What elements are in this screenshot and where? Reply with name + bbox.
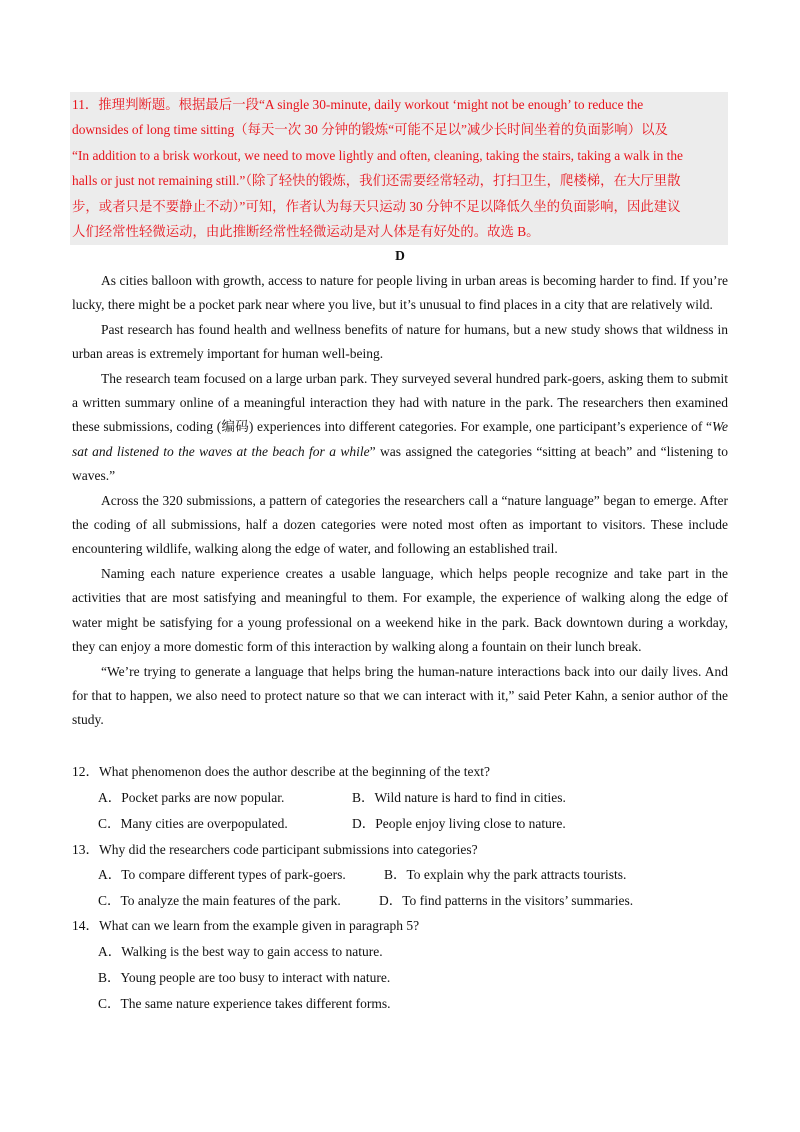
question-12-stem: 12．What phenomenon does the author describe at the beginning of the text?: [72, 764, 490, 779]
answer-line: downsides of long time sitting（每天一次 30 分钟的锻炼“可能不足以”减少长时间坐着的负面影响）以及: [72, 122, 668, 138]
quoted-experience: We sat and listened to the waves at the beach for a while: [72, 419, 728, 459]
answer-line: 步，或者只是不要静止不动）”可知，作者认为每天只运动 30 分钟不足以降低久坐的负面影响，因此建议: [72, 198, 681, 214]
passage-paragraph-1: As cities balloon with growth, access to nature for people living in urban areas is becoming harder to find. If you’re lucky, there might be a pocket park near where you live, but it’s unusual to find places in a city that are relatively wild.: [72, 273, 728, 313]
question-12-option-d: D．People enjoy living close to nature.: [352, 816, 566, 831]
paragraph-text: The research team focused on a large urban park. They surveyed several hundred park-goers, asking them to submit a written summary online of a meaningful interaction they had with nature in the park. The researchers then examined these submissions, coding (编码) experiences into different categories. For example, one participant’s experience of “: [72, 370, 728, 435]
question-13-option-a: A．To compare different types of park-goers.: [98, 867, 346, 882]
passage-paragraph-2: Past research has found health and wellness benefits of nature for humans, but a new study shows that wildness in urban areas is extremely important for human well-being.: [72, 321, 728, 362]
question-14-option-a: A．Walking is the best way to gain access to nature.: [98, 944, 383, 959]
question-14-option-b: B．Young people are too busy to interact with nature.: [98, 970, 391, 985]
question-14-stem: 14．What can we learn from the example given in paragraph 5?: [72, 918, 420, 933]
paragraph-text: ” was assigned the categories “sitting at beach” and “listening to waves.”: [72, 443, 728, 484]
question-13-option-b: B．To explain why the park attracts tourists.: [384, 867, 627, 882]
question-13-option-c: C．To analyze the main features of the park.: [98, 893, 341, 908]
answer-line: “In addition to a brisk workout, we need to move lightly and often, cleaning, taking the stairs, taking a walk in the: [72, 147, 683, 163]
answer-explanation-box: [70, 92, 728, 245]
question-14-option-c: C．The same nature experience takes different forms.: [98, 996, 391, 1011]
reading-passage: [72, 269, 728, 733]
passage-paragraph-3: [72, 367, 728, 489]
passage-paragraph-4: Across the 320 submissions, a pattern of categories the researchers call a “nature language” began to emerge. After the coding of all submissions, half a dozen categories were noted most often as important to visitors. These include encountering wildlife, walking along the edge of water, and following an established trail.: [72, 492, 728, 557]
passage-paragraph-6: “We’re trying to generate a language that helps bring the human-nature interactions back into our daily lives. And for that to happen, we also need to protect nature so that we can interact with it,” said Peter Kahn, a senior author of the study.: [72, 663, 728, 728]
question-12-option-a: A．Pocket parks are now popular.: [98, 790, 285, 805]
section-title: D: [395, 248, 405, 263]
passage-paragraph-5: Naming each nature experience creates a usable language, which helps people recognize and take part in the activities that are most satisfying and meaningful to them. For example, the experience of walking along the edge of water might be satisfying for a young professional on a weekend hike in the park. Back downtown during a workday, they can enjoy a more domestic form of this interaction by walking along a fountain on their lunch break.: [72, 565, 728, 655]
question-12-option-c: C．Many cities are overpopulated.: [98, 816, 288, 831]
question-12-option-b: B．Wild nature is hard to find in cities.: [352, 790, 566, 805]
answer-line: 人们经常性轻微运动，由此推断经常性轻微运动是对人体是有好处的。故选 B。: [72, 224, 540, 240]
answer-line: halls or just not remaining still.”（除了轻快的锻炼，我们还需要经常轻动，打扫卫生，爬楼梯，在大厅里散: [72, 173, 681, 189]
answer-line: 11．推理判断题。根据最后一段“A single 30-minute, daily workout ‘might not be enough’ to reduce the: [72, 97, 644, 112]
question-13-option-d: D．To find patterns in the visitors’ summaries.: [379, 893, 634, 908]
question-13-stem: 13．Why did the researchers code participant submissions into categories?: [72, 842, 478, 857]
